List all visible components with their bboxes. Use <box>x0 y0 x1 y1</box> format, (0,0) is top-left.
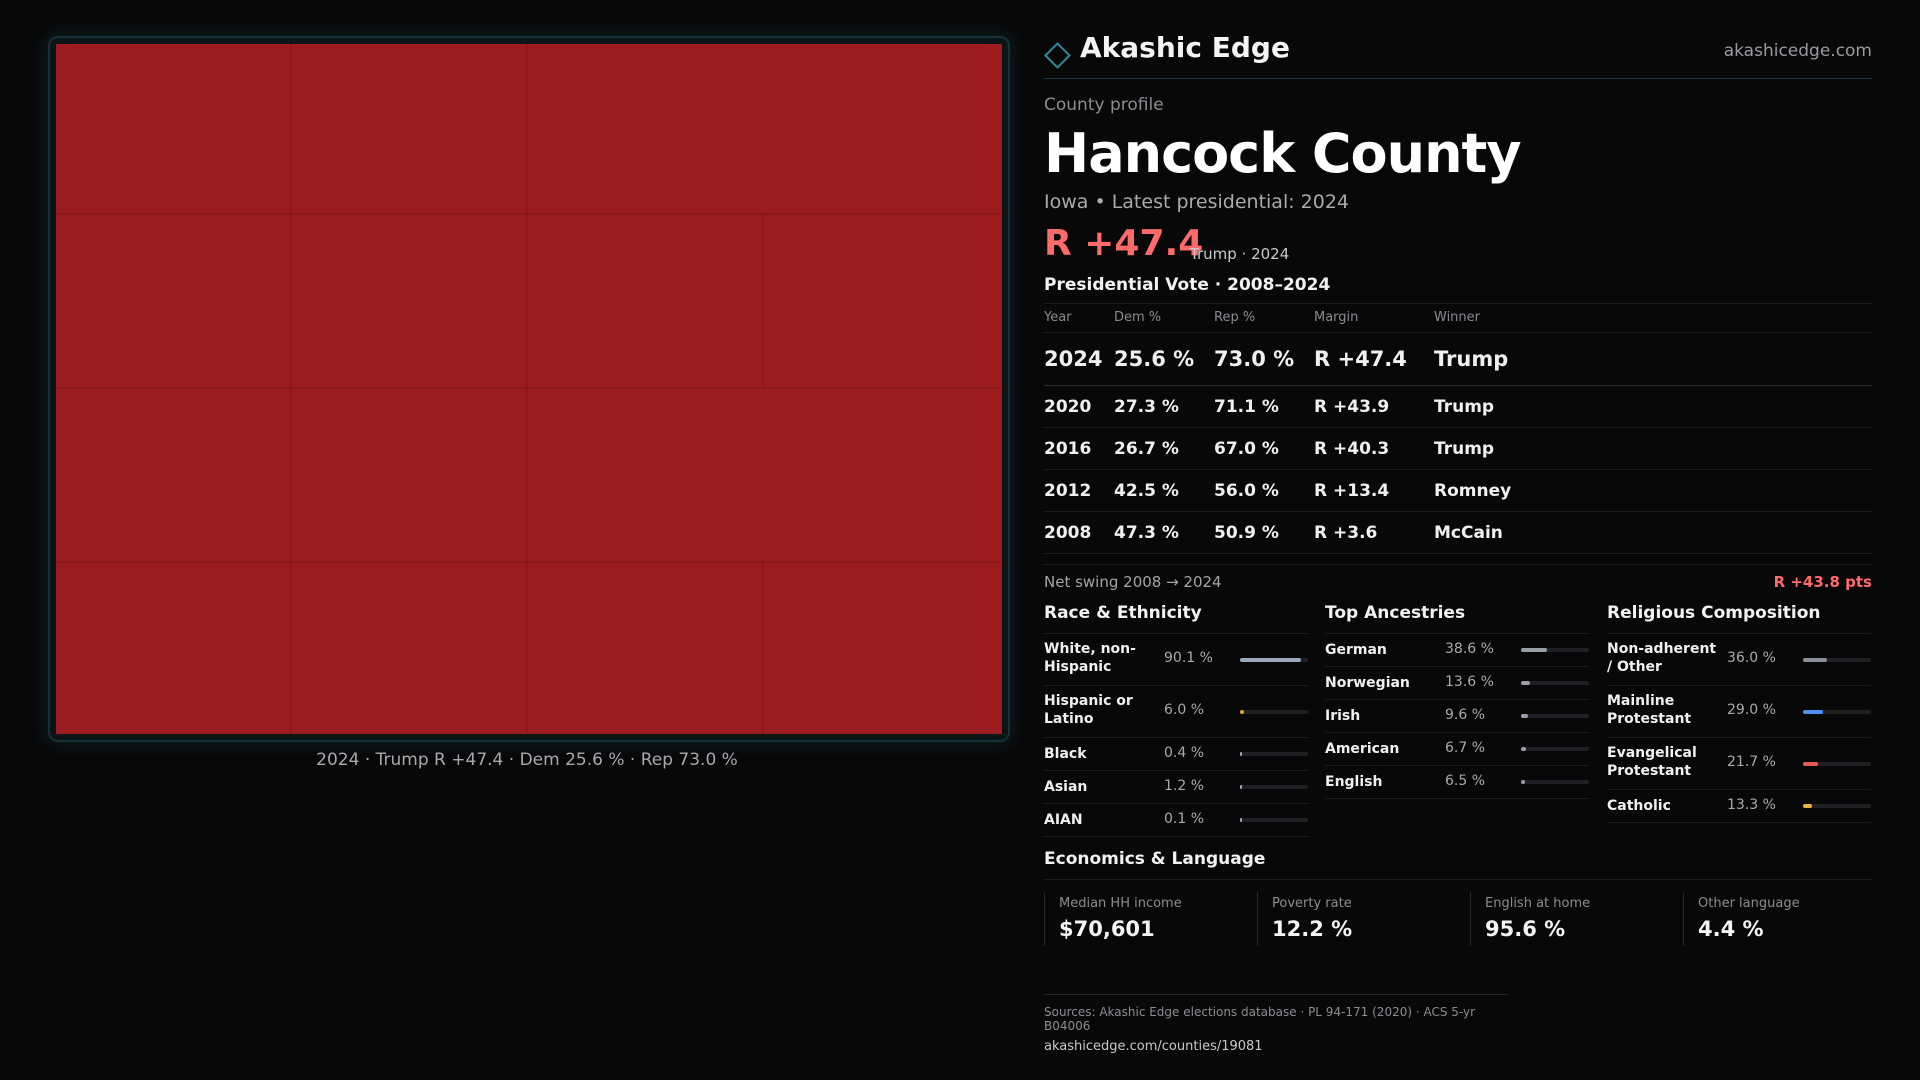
stat-label: German <box>1325 642 1387 658</box>
stat-english-at-home <box>1470 892 1668 946</box>
stat-row <box>1325 766 1589 799</box>
stat-bar-fill <box>1521 681 1530 685</box>
stat-label: Asian <box>1044 779 1088 795</box>
stat-bar-fill <box>1240 818 1242 822</box>
stat-bar-fill <box>1803 710 1823 714</box>
economics-stats <box>1044 892 1872 962</box>
stat-bar-track <box>1803 658 1871 662</box>
stat-row <box>1044 771 1308 804</box>
sources-footer <box>1044 994 1508 1054</box>
stat-bar-track <box>1803 762 1871 766</box>
row-year: 2012 <box>1044 470 1114 512</box>
stat-label: American <box>1325 741 1400 757</box>
stat-bar-track <box>1521 714 1589 718</box>
stat-bar-track <box>1240 658 1308 662</box>
stat-value: 12.2 % <box>1272 917 1353 941</box>
row-winner: Trump <box>1434 428 1872 470</box>
stat-value: 4.4 % <box>1698 917 1764 941</box>
stat-value: 1.2 % <box>1164 778 1205 794</box>
stat-value: 6.5 % <box>1445 773 1486 789</box>
row-rep: 50.9 % <box>1214 512 1314 554</box>
row-dem: 42.5 % <box>1114 470 1214 512</box>
row-margin: R +13.4 <box>1314 470 1434 512</box>
net-swing <box>1044 564 1872 597</box>
county-map-svg[interactable] <box>50 38 1008 740</box>
religion-title: Religious Composition <box>1607 603 1871 634</box>
stat-row <box>1044 804 1308 837</box>
race-column <box>1044 603 1308 837</box>
stat-value: 6.7 % <box>1445 740 1486 756</box>
stat-bar-track <box>1521 681 1589 685</box>
col-header-dem: Dem % <box>1114 304 1214 333</box>
row-year: 2016 <box>1044 428 1114 470</box>
stat-label: White, non-Hispanic <box>1044 641 1136 675</box>
ancestry-column <box>1325 603 1589 799</box>
stat-label: Hispanic or Latino <box>1044 693 1133 727</box>
stat-value: 13.6 % <box>1445 674 1494 690</box>
stat-row <box>1325 634 1589 667</box>
stat-label: English at home <box>1485 896 1591 911</box>
row-dem: 47.3 % <box>1114 512 1214 554</box>
headline-margin: R +47.4 <box>1044 223 1204 264</box>
stat-value: 90.1 % <box>1164 650 1213 666</box>
net-swing-value: R +43.8 pts <box>1773 573 1872 591</box>
stat-bar-track <box>1803 710 1871 714</box>
stat-row <box>1607 738 1871 790</box>
row-winner: Trump <box>1434 386 1872 428</box>
stat-value: 21.7 % <box>1727 754 1776 770</box>
stat-bar-fill <box>1521 714 1528 718</box>
stat-label: Mainline Protestant <box>1607 693 1692 727</box>
stat-bar-track <box>1521 648 1589 652</box>
row-margin: R +40.3 <box>1314 428 1434 470</box>
stat-bar-fill <box>1240 658 1301 662</box>
stat-label: Median HH income <box>1059 896 1182 911</box>
row-winner: McCain <box>1434 512 1872 554</box>
stat-bar-fill <box>1521 648 1547 652</box>
headline-winner: Trump · 2024 <box>1190 245 1290 263</box>
sources-line: Sources: Akashic Edge elections database · PL 94-171 (2020) · ACS 5-yr B04006 <box>1044 1005 1476 1033</box>
stat-bar-fill <box>1521 747 1526 751</box>
religion-column <box>1607 603 1871 823</box>
ancestry-title: Top Ancestries <box>1325 603 1589 634</box>
map-caption: 2024 · Trump R +47.4 · Dem 25.6 % · Rep 73.0 % <box>316 750 738 770</box>
brand-header <box>1044 28 1872 79</box>
stat-label: Norwegian <box>1325 675 1410 691</box>
stat-poverty-rate <box>1257 892 1455 946</box>
table-row <box>1044 428 1872 470</box>
stat-label: Black <box>1044 746 1087 762</box>
headline-result <box>1044 223 1872 271</box>
stat-label: English <box>1325 774 1383 790</box>
stat-label: Irish <box>1325 708 1361 724</box>
county-map[interactable] <box>48 36 1010 742</box>
vote-table-header-row <box>1044 304 1872 333</box>
row-winner: Trump <box>1434 333 1872 386</box>
religion-list <box>1607 634 1871 823</box>
col-header-winner: Winner <box>1434 304 1872 333</box>
stat-bar-fill <box>1521 780 1525 784</box>
ancestry-list <box>1325 634 1589 799</box>
row-rep: 67.0 % <box>1214 428 1314 470</box>
row-rep: 73.0 % <box>1214 333 1314 386</box>
stat-bar-fill <box>1240 785 1242 789</box>
row-margin: R +47.4 <box>1314 333 1434 386</box>
stat-row <box>1607 790 1871 823</box>
stat-value: 29.0 % <box>1727 702 1776 718</box>
stat-bar-track <box>1240 710 1308 714</box>
brand-url-link[interactable]: akashicedge.com <box>1723 41 1872 61</box>
stat-bar-fill <box>1240 752 1242 756</box>
stat-row <box>1044 738 1308 771</box>
stat-row <box>1044 634 1308 686</box>
page-title: Hancock County <box>1044 122 1521 185</box>
stat-value: 95.6 % <box>1485 917 1566 941</box>
profile-eyebrow: County profile <box>1044 95 1164 115</box>
row-year: 2008 <box>1044 512 1114 554</box>
county-fill[interactable] <box>56 44 1002 734</box>
source-url-link[interactable]: akashicedge.com/counties/19081 <box>1044 1039 1263 1054</box>
row-year: 2020 <box>1044 386 1114 428</box>
net-swing-label: Net swing 2008 → 2024 <box>1044 573 1222 591</box>
stat-median-income <box>1044 892 1242 946</box>
stat-other-language <box>1683 892 1881 946</box>
stat-bar-fill <box>1803 762 1818 766</box>
row-rep: 56.0 % <box>1214 470 1314 512</box>
stat-label: Poverty rate <box>1272 896 1352 911</box>
profile-panel <box>1044 28 1872 962</box>
stat-value: 0.1 % <box>1164 811 1205 827</box>
race-title: Race & Ethnicity <box>1044 603 1308 634</box>
row-rep: 71.1 % <box>1214 386 1314 428</box>
table-row <box>1044 386 1872 428</box>
stat-label: Non-adherent / Other <box>1607 641 1717 675</box>
stat-value: 6.0 % <box>1164 702 1205 718</box>
row-year: 2024 <box>1044 333 1114 386</box>
stat-value: $70,601 <box>1059 917 1155 941</box>
vote-table <box>1044 304 1872 554</box>
economics-title: Economics & Language <box>1044 849 1872 880</box>
stat-bar-fill <box>1803 804 1812 808</box>
stat-value: 9.6 % <box>1445 707 1486 723</box>
demographics-section <box>1044 603 1872 849</box>
stat-row <box>1607 634 1871 686</box>
row-dem: 26.7 % <box>1114 428 1214 470</box>
table-row <box>1044 470 1872 512</box>
stat-bar-fill <box>1803 658 1827 662</box>
row-margin: R +43.9 <box>1314 386 1434 428</box>
col-header-rep: Rep % <box>1214 304 1314 333</box>
table-row <box>1044 512 1872 554</box>
row-winner: Romney <box>1434 470 1872 512</box>
stat-bar-track <box>1521 780 1589 784</box>
stat-bar-track <box>1240 785 1308 789</box>
stat-row <box>1044 686 1308 738</box>
col-header-margin: Margin <box>1314 304 1434 333</box>
stat-value: 36.0 % <box>1727 650 1776 666</box>
stat-bar-track <box>1521 747 1589 751</box>
col-header-year: Year <box>1044 304 1114 333</box>
stat-label: Catholic <box>1607 798 1671 814</box>
stat-bar-fill <box>1240 710 1244 714</box>
stat-row <box>1325 733 1589 766</box>
row-margin: R +3.6 <box>1314 512 1434 554</box>
stat-label: AIAN <box>1044 812 1083 828</box>
stat-label: Evangelical Protestant <box>1607 745 1697 779</box>
stat-row <box>1325 667 1589 700</box>
stat-value: 0.4 % <box>1164 745 1205 761</box>
stat-value: 38.6 % <box>1445 641 1494 657</box>
county-subtitle: Iowa • Latest presidential: 2024 <box>1044 191 1350 213</box>
diamond-logo-icon <box>1044 42 1071 69</box>
stat-bar-track <box>1803 804 1871 808</box>
stat-value: 13.3 % <box>1727 797 1776 813</box>
stat-row <box>1607 686 1871 738</box>
row-dem: 27.3 % <box>1114 386 1214 428</box>
stat-bar-track <box>1240 752 1308 756</box>
stat-label: Other language <box>1698 896 1800 911</box>
vote-table-title: Presidential Vote · 2008–2024 <box>1044 275 1872 304</box>
race-list <box>1044 634 1308 837</box>
brand-name: Akashic Edge <box>1080 31 1290 64</box>
row-dem: 25.6 % <box>1114 333 1214 386</box>
stat-row <box>1325 700 1589 733</box>
table-row <box>1044 333 1872 386</box>
stat-bar-track <box>1240 818 1308 822</box>
